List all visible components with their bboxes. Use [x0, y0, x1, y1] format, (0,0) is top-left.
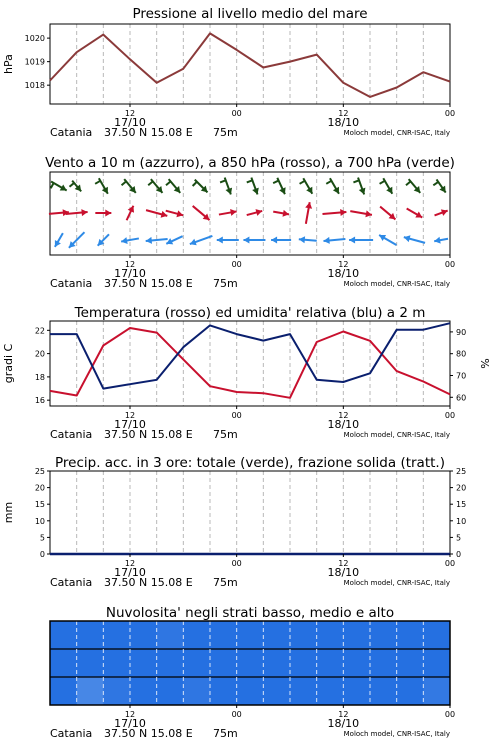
wind-vector-850-hPa — [305, 202, 312, 224]
cloud-cell-medio — [183, 649, 210, 677]
wind-vector-850-hPa — [273, 210, 289, 217]
wind-vector-850-hPa — [435, 209, 448, 216]
elevation-label: 75m — [213, 727, 238, 740]
wind-barb — [247, 180, 253, 182]
x-tick-label: 12 — [338, 559, 349, 568]
wind-barb — [300, 181, 305, 184]
cloud-cell-medio — [397, 649, 424, 677]
wind-arrowhead — [243, 237, 249, 244]
location-label: Catania — [50, 576, 93, 589]
wind-vector-700-hPa — [95, 178, 108, 194]
wind-barb — [406, 181, 411, 185]
wind-vector-10-m — [404, 235, 425, 243]
cloud-cell-medio — [50, 649, 77, 677]
coords-label: 37.50 N 15.08 E — [104, 126, 193, 139]
x-tick-label: 00 — [444, 109, 456, 118]
cloud-cell-alto — [317, 621, 344, 649]
y-axis-label: hPa — [2, 54, 15, 74]
y-tick-label: 1020 — [24, 34, 45, 44]
location-label: Catania — [50, 126, 93, 139]
y-tick-label-right: 80 — [456, 349, 467, 359]
x-date-label: 18/10 — [327, 717, 360, 730]
cloud-cell-alto — [103, 621, 130, 649]
x-tick-label: 12 — [338, 710, 349, 719]
wind-vector-700-hPa — [148, 179, 162, 193]
coords-label: 37.50 N 15.08 E — [104, 727, 193, 740]
y-axis-label: gradi C — [2, 343, 15, 384]
elevation-label: 75m — [213, 576, 238, 589]
cloud-cell-basso — [370, 677, 397, 705]
wind-vector-850-hPa — [380, 207, 395, 220]
cloud-cell-basso — [343, 677, 370, 705]
wind-vector-10-m — [299, 236, 317, 243]
cloud-cell-basso — [237, 677, 264, 705]
wind-vector-700-hPa — [193, 180, 208, 193]
wind-vector-700-hPa — [380, 178, 393, 194]
y-tick-label: 1018 — [24, 81, 45, 91]
cloud-cell-basso — [290, 677, 317, 705]
panel-title: Vento a 10 m (azzurro), a 850 hPa (rosso), a 700 hPa (verde) — [45, 155, 455, 171]
x-tick-label: 12 — [338, 411, 349, 420]
cloud-cell-alto — [397, 621, 424, 649]
cloud-cell-medio — [210, 649, 237, 677]
y-tick-label: 16 — [34, 396, 45, 406]
panel-title: Temperatura (rosso) ed umidita' relativa (blu) a 2 m — [74, 305, 426, 321]
cloud-cell-basso — [397, 677, 424, 705]
wind-vector-700-hPa — [406, 179, 420, 193]
x-date-label: 17/10 — [114, 717, 146, 730]
cloud-cell-basso — [50, 677, 77, 705]
credit-label: Moloch model, CNR-ISAC, Italy — [343, 579, 450, 587]
wind-barb — [273, 181, 278, 184]
cloud-cell-basso — [77, 677, 104, 705]
x-date-label: 17/10 — [114, 116, 146, 129]
y-tick-label-right: 60 — [456, 393, 467, 403]
wind-barb — [122, 181, 127, 185]
panel-frame-3 — [50, 471, 450, 554]
cloud-cell-basso — [210, 677, 237, 705]
cloud-cell-medio — [77, 649, 104, 677]
x-date-label: 18/10 — [327, 566, 360, 579]
wind-vector-10-m — [190, 236, 213, 245]
wind-vector-700-hPa — [326, 178, 339, 194]
wind-vector-700-hPa — [122, 179, 136, 193]
cloud-cell-alto — [183, 621, 210, 649]
wind-vector-10-m — [379, 235, 396, 245]
wind-barb — [353, 180, 359, 182]
location-label: Catania — [50, 428, 93, 441]
wind-barb — [148, 181, 153, 185]
coords-label: 37.50 N 15.08 E — [104, 576, 193, 589]
y-tick-label: 25 — [34, 467, 45, 476]
wind-vector-700-hPa — [300, 178, 313, 194]
wind-vector-10-m — [166, 236, 182, 244]
panel-title: Precip. acc. in 3 ore: totale (verde), frazione solida (tratt.) — [55, 455, 445, 471]
cloud-cell-alto — [343, 621, 370, 649]
y-axis-label: % — [479, 358, 492, 369]
wind-barb — [51, 183, 54, 188]
wind-vector-700-hPa — [433, 179, 445, 192]
y-axis-label: mm — [2, 501, 15, 524]
cloud-cell-medio — [317, 649, 344, 677]
cloud-cell-medio — [370, 649, 397, 677]
y-tick-label-right: 20 — [456, 483, 467, 493]
location-label: Catania — [50, 727, 93, 740]
wind-arrowhead — [217, 237, 223, 244]
x-tick-label: 12 — [124, 411, 136, 420]
x-tick-label: 00 — [444, 411, 456, 420]
wind-vector-850-hPa — [247, 209, 262, 216]
wind-barb — [220, 180, 226, 182]
wind-arrowhead — [81, 209, 87, 216]
elevation-label: 75m — [213, 277, 238, 290]
y-tick-label-right: 0 — [456, 550, 462, 559]
cloud-cell-medio — [423, 649, 450, 677]
panel-frame-0 — [50, 24, 450, 104]
wind-vector-700-hPa — [353, 178, 365, 195]
pressure-line — [50, 33, 450, 97]
x-tick-label: 12 — [124, 260, 136, 269]
cloud-cell-medio — [103, 649, 130, 677]
wind-vector-700-hPa — [247, 178, 259, 195]
x-tick-label: 12 — [124, 710, 136, 719]
wind-barb — [433, 182, 438, 185]
cloud-cell-basso — [423, 677, 450, 705]
cloud-cell-alto — [423, 621, 450, 649]
cloud-cell-basso — [103, 677, 130, 705]
y-tick-label: 18 — [34, 372, 45, 382]
wind-vector-850-hPa — [193, 206, 210, 220]
cloud-cell-medio — [237, 649, 264, 677]
humidity-line — [50, 323, 450, 388]
x-tick-label: 00 — [231, 710, 242, 719]
wind-barb — [95, 181, 100, 184]
wind-arrowhead — [349, 237, 355, 244]
elevation-label: 75m — [213, 126, 238, 139]
x-date-label: 18/10 — [327, 267, 360, 280]
y-tick-label-right: 15 — [456, 500, 467, 510]
cloud-cell-alto — [237, 621, 264, 649]
x-tick-label: 00 — [231, 109, 242, 118]
wind-arrowhead — [324, 237, 330, 244]
y-tick-label-right: 25 — [456, 467, 467, 476]
x-date-label: 17/10 — [114, 267, 146, 280]
x-tick-label: 00 — [444, 559, 456, 568]
wind-barb — [166, 181, 171, 185]
wind-arrowhead — [176, 210, 183, 217]
x-tick-label: 12 — [124, 559, 136, 568]
wind-vector-850-hPa — [127, 206, 134, 221]
cloud-cell-basso — [183, 677, 210, 705]
cloud-cell-alto — [290, 621, 317, 649]
wind-arrowhead — [299, 236, 305, 243]
y-tick-label-right: 5 — [456, 533, 462, 543]
wind-vector-850-hPa — [407, 209, 423, 218]
wind-vector-850-hPa — [219, 209, 237, 216]
x-tick-label: 00 — [231, 260, 242, 269]
cloud-cell-medio — [157, 649, 184, 677]
x-date-label: 18/10 — [327, 116, 360, 129]
wind-arrowhead — [404, 235, 411, 242]
cloud-cell-basso — [263, 677, 290, 705]
wind-arrowhead — [63, 209, 69, 216]
x-date-label: 18/10 — [327, 418, 360, 431]
wind-vector-700-hPa — [220, 178, 232, 195]
wind-arrowhead — [256, 209, 263, 216]
y-tick-label: 5 — [39, 533, 45, 543]
x-tick-label: 12 — [338, 109, 349, 118]
cloud-cell-basso — [317, 677, 344, 705]
cloud-cell-alto — [210, 621, 237, 649]
panel-title: Pressione al livello medio del mare — [132, 6, 368, 22]
cloud-cell-medio — [130, 649, 157, 677]
x-tick-label: 12 — [338, 260, 349, 269]
cloud-cell-medio — [343, 649, 370, 677]
cloud-cell-medio — [263, 649, 290, 677]
cloud-cell-alto — [370, 621, 397, 649]
wind-vector-10-m — [271, 237, 291, 244]
y-tick-label: 22 — [34, 326, 45, 336]
wind-arrowhead — [105, 210, 111, 217]
wind-vector-700-hPa — [51, 182, 67, 191]
x-tick-label: 00 — [444, 260, 456, 269]
wind-vector-10-m — [434, 237, 448, 244]
cloud-cell-alto — [130, 621, 157, 649]
wind-barb — [193, 182, 197, 186]
elevation-label: 75m — [213, 428, 238, 441]
wind-vector-850-hPa — [166, 210, 183, 217]
cloud-cell-alto — [157, 621, 184, 649]
credit-label: Moloch model, CNR-ISAC, Italy — [343, 730, 450, 738]
cloud-cell-alto — [263, 621, 290, 649]
wind-vector-10-m — [217, 237, 239, 244]
coords-label: 37.50 N 15.08 E — [104, 277, 193, 290]
wind-vector-700-hPa — [166, 179, 180, 193]
wind-barb — [69, 183, 74, 187]
y-tick-label-right: 70 — [456, 371, 467, 381]
x-tick-label: 00 — [231, 559, 242, 568]
wind-vector-10-m — [55, 233, 63, 247]
x-tick-label: 00 — [444, 710, 456, 719]
cloud-cell-medio — [290, 649, 317, 677]
x-date-label: 17/10 — [114, 566, 146, 579]
cloud-cell-alto — [50, 621, 77, 649]
wind-vector-700-hPa — [69, 181, 81, 192]
y-tick-label: 0 — [39, 550, 45, 559]
cloud-cell-basso — [130, 677, 157, 705]
credit-label: Moloch model, CNR-ISAC, Italy — [343, 129, 450, 137]
cloud-cell-alto — [77, 621, 104, 649]
panel-title: Nuvolosita' negli strati basso, medio e alto — [105, 605, 395, 621]
wind-arrowhead — [271, 237, 277, 244]
wind-vector-10-m — [323, 237, 345, 244]
wind-vector-850-hPa — [322, 209, 346, 216]
y-tick-label: 10 — [34, 516, 45, 526]
y-tick-label-right: 90 — [456, 327, 467, 337]
x-tick-label: 12 — [124, 109, 136, 118]
wind-vector-10-m — [243, 237, 265, 244]
credit-label: Moloch model, CNR-ISAC, Italy — [343, 431, 450, 439]
wind-barb — [380, 181, 385, 184]
wind-arrowhead — [161, 211, 168, 218]
coords-label: 37.50 N 15.08 E — [104, 428, 193, 441]
location-label: Catania — [50, 277, 93, 290]
y-tick-label: 15 — [34, 500, 45, 510]
wind-vector-700-hPa — [273, 178, 285, 194]
wind-vector-850-hPa — [350, 210, 372, 217]
credit-label: Moloch model, CNR-ISAC, Italy — [343, 280, 450, 288]
y-tick-label: 1019 — [24, 57, 45, 67]
wind-arrowhead — [146, 237, 152, 244]
x-tick-label: 00 — [231, 411, 242, 420]
wind-barb — [326, 181, 331, 184]
y-tick-label: 20 — [34, 349, 45, 359]
y-tick-label-right: 10 — [456, 516, 467, 526]
wind-vector-850-hPa — [49, 209, 69, 216]
cloud-cell-basso — [157, 677, 184, 705]
x-date-label: 17/10 — [114, 418, 146, 431]
y-tick-label: 20 — [34, 483, 45, 493]
